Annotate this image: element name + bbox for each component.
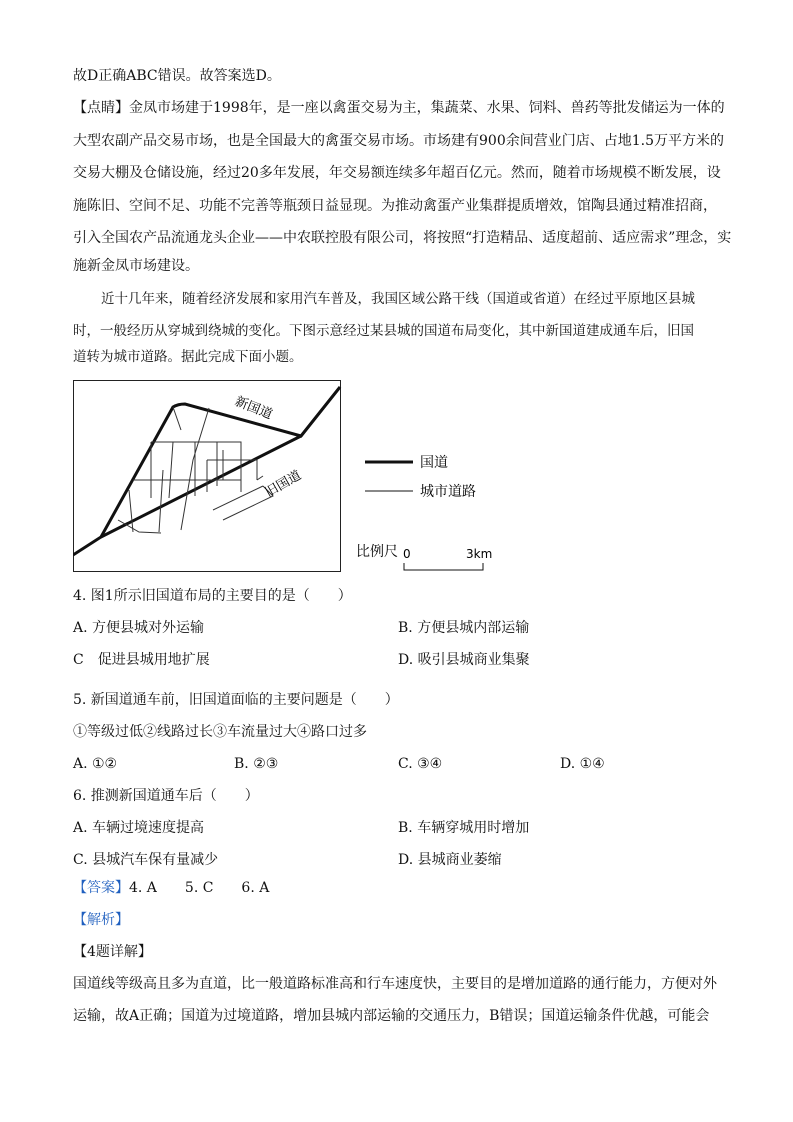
scale-zero: 0: [403, 547, 411, 561]
dianjing-line-4: 施陈旧、空间不足、功能不完善等瓶颈日益显现。为推动禽蛋产业集群提质增效，馆陶县通过精准招商，: [73, 198, 717, 214]
q5-sub: ①等级过低②线路过长③车流量过大④路口过多: [73, 724, 367, 740]
passage-line-3: 道转为城市道路。据此完成下面小题。: [73, 349, 303, 365]
dianjing-line-5: 引入全国农产品流通龙头企业——中农联控股有限公司，将按照“打造精品、适度超前、适应需求”理念，实: [73, 230, 732, 246]
answer-text: 4. A 5. C 6. A: [129, 880, 270, 896]
answer-line: [73, 878, 269, 898]
q5-option-b: B. ②③: [234, 756, 279, 772]
q4-option-c: C 促进县城用地扩展: [73, 652, 210, 668]
q6-option-a: A. 车辆过境速度提高: [73, 820, 205, 836]
passage-line-2: 时，一般经历从穿城到绕城的变化。下图示意经过某县城的国道布局变化，其中新国道建成通车后，旧国: [73, 323, 694, 339]
q6-option-b: B. 车辆穿城用时增加: [398, 820, 530, 836]
detail-line-1: 国道线等级高且多为直道，比一般道路标准高和行车速度快，主要目的是增加道路的通行能力，方便对外: [73, 976, 717, 992]
q6-option-d: D. 县城商业萎缩: [398, 852, 502, 868]
q6-option-c: C. 县城汽车保有量减少: [73, 852, 219, 868]
county-road-map: [73, 380, 523, 575]
scale-end: 3km: [466, 547, 493, 561]
analysis-label: 【解析】: [73, 912, 129, 928]
answer-label: 【答案】: [73, 880, 129, 896]
dianjing-line-6: 施新金凤市场建设。: [73, 258, 199, 274]
q4-option-a: A. 方便县城对外运输: [73, 620, 205, 636]
q5-option-c: C. ③④: [398, 756, 443, 772]
q6-stem: 6. 推测新国道通车后（ ）: [73, 788, 259, 804]
q4-option-d: D. 吸引县城商业集聚: [398, 652, 530, 668]
legend-national-label: 国道: [420, 455, 448, 471]
q4-option-b: B. 方便县城内部运输: [398, 620, 530, 636]
passage-line-1: 近十几年来，随着经济发展和家用汽车普及，我国区域公路干线（国道或省道）在经过平原地区县城: [101, 291, 695, 307]
new-road-label: 新国道: [232, 394, 275, 423]
scale-label: 比例尺: [356, 544, 398, 560]
dianjing-line-1: 【点睛】金凤市场建于1998年，是一座以禽蛋交易为主，集蔬菜、水果、饲料、兽药等批发储运为一体的: [73, 100, 725, 116]
detail-line-2: 运输，故A正确；国道为过境道路，增加县城内部运输的交通压力，B错误；国道运输条件优越，可能会: [73, 1008, 710, 1024]
legend-city-label: 城市道路: [420, 484, 476, 500]
q4-stem: 4. 图1所示旧国道布局的主要目的是（ ）: [73, 588, 352, 604]
scale-bar: [404, 563, 483, 570]
q5-option-a: A. ①②: [73, 756, 118, 772]
q5-option-d: D. ①④: [560, 756, 605, 772]
detail-label: 【4题详解】: [73, 944, 152, 960]
dianjing-line-3: 交易大棚及仓储设施，经过20多年发展，年交易额连续多年超百亿元。然而，随着市场规模不断发展，设: [73, 165, 721, 181]
dianjing-line-2: 大型农副产品交易市场，也是全国最大的禽蛋交易市场。市场建有900余间营业门店、占地1.5万平方米的: [73, 133, 724, 149]
q5-stem: 5. 新国道通车前，旧国道面临的主要问题是（ ）: [73, 692, 399, 708]
intro-tail: 故D正确ABC错误。故答案选D。: [73, 68, 281, 84]
old-road-label: 旧国道: [262, 468, 305, 501]
